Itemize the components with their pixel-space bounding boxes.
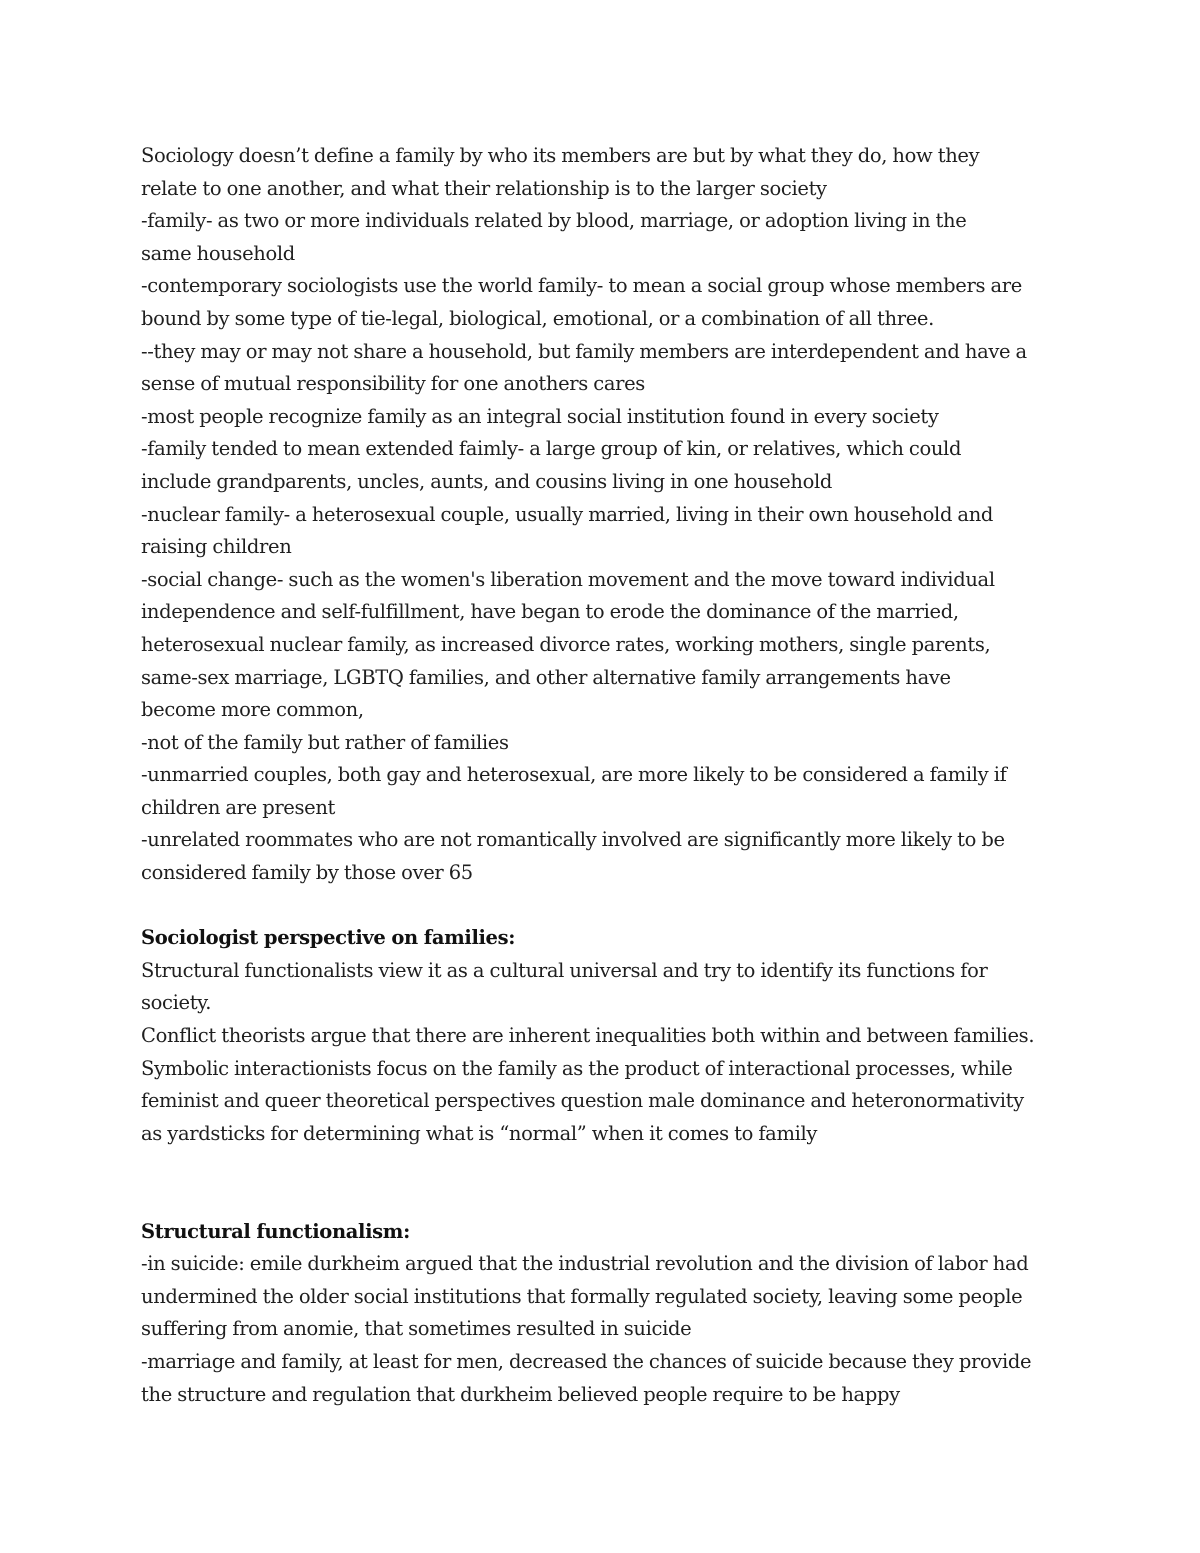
intro-paragraph: [141, 140, 1066, 890]
text-line: same household: [141, 241, 295, 265]
text-line: children are present: [141, 795, 336, 819]
text-line: independence and self-fulfillment, have began to erode the dominance of the married,: [141, 600, 959, 624]
text-line: raising children: [141, 535, 292, 559]
text-line: -not of the family but rather of families: [141, 730, 509, 754]
text-line: undermined the older social institutions that formally regulated society, leaving some people: [141, 1284, 1023, 1308]
text-line: suffering from anomie, that sometimes resulted in suicide: [141, 1317, 692, 1341]
text-line: -marriage and family, at least for men, decreased the chances of suicide because they provide: [141, 1349, 1032, 1373]
text-line: --they may or may not share a household, but family members are interdependent and have a: [141, 339, 1027, 363]
text-line: -most people recognize family as an integral social institution found in every society: [141, 404, 939, 428]
text-line: -unrelated roommates who are not romantically involved are significantly more likely to be: [141, 828, 1005, 852]
text-line: -family tended to mean extended faimly- a large group of kin, or relatives, which could: [141, 437, 962, 461]
text-line: -social change- such as the women's liberation movement and the move toward individual: [141, 567, 995, 591]
text-line: sense of mutual responsibility for one anothers cares: [141, 372, 645, 396]
text-line: same-sex marriage, LGBTQ families, and other alternative family arrangements have: [141, 665, 951, 689]
document-body: [141, 140, 1066, 1411]
text-line: -unmarried couples, both gay and heterosexual, are more likely to be considered a family if: [141, 763, 1007, 787]
text-line: become more common,: [141, 698, 364, 722]
functionalism-section: [141, 1216, 1066, 1412]
text-line: Structural functionalists view it as a cultural universal and try to identify its functions for: [141, 958, 988, 982]
text-line: Symbolic interactionists focus on the family as the product of interactional processes, while: [141, 1056, 1013, 1080]
text-line: bound by some type of tie-legal, biological, emotional, or a combination of all three.: [141, 306, 934, 330]
text-line: Conflict theorists argue that there are inherent inequalities both within and between families.: [141, 1024, 1035, 1048]
text-line: the structure and regulation that durkheim believed people require to be happy: [141, 1382, 900, 1406]
text-line: as yardsticks for determining what is “normal” when it comes to family: [141, 1121, 818, 1145]
perspective-section: [141, 922, 1066, 1150]
text-line: include grandparents, uncles, aunts, and cousins living in one household: [141, 469, 832, 493]
text-line: society.: [141, 991, 212, 1015]
text-line: -nuclear family- a heterosexual couple, usually married, living in their own household and: [141, 502, 994, 526]
paragraph-spacer: [141, 890, 1066, 923]
section-heading: Sociologist perspective on families:: [141, 926, 516, 950]
paragraph-spacer: [141, 1150, 1066, 1215]
section-heading: Structural functionalism:: [141, 1219, 410, 1243]
text-line: -family- as two or more individuals related by blood, marriage, or adoption living in the: [141, 209, 967, 233]
text-line: heterosexual nuclear family, as increased divorce rates, working mothers, single parents,: [141, 632, 991, 656]
text-line: Sociology doesn’t define a family by who its members are but by what they do, how they: [141, 144, 980, 167]
text-line: -in suicide: emile durkheim argued that the industrial revolution and the division of labor had: [141, 1252, 1029, 1276]
text-line: relate to one another, and what their relationship is to the larger society: [141, 176, 827, 200]
text-line: feminist and queer theoretical perspectives question male dominance and heteronormativity: [141, 1089, 1024, 1113]
text-line: considered family by those over 65: [141, 861, 473, 885]
text-line: -contemporary sociologists use the world family- to mean a social group whose members are: [141, 274, 1022, 298]
